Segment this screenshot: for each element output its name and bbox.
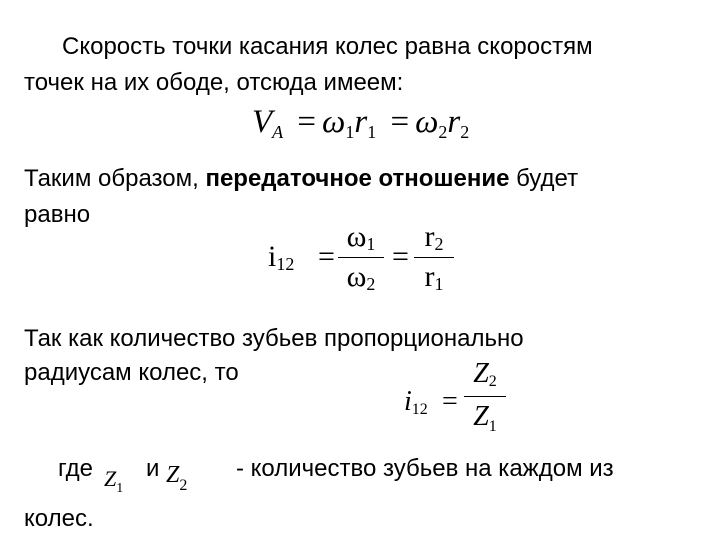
radius-fraction-numerator: r2 xyxy=(424,220,444,254)
omega-2-subscript: 2 xyxy=(438,122,448,142)
radius-fraction xyxy=(414,222,454,293)
paragraph-2-line-1 xyxy=(24,164,578,194)
omega-fraction-numerator: ω1 xyxy=(346,220,376,254)
paragraph-4-rest: - количество зубьев на каждом из xyxy=(236,455,614,482)
omega-fraction-bar xyxy=(338,257,384,258)
teeth-fraction-denominator: $Z_1$ xyxy=(473,401,497,435)
radius-fraction-denominator: r1 xyxy=(424,260,444,294)
radius-fraction-bar xyxy=(414,257,454,258)
z1-symbol: $Z_1$ xyxy=(104,466,124,496)
radius-2-subscript: 2 xyxy=(460,122,470,142)
teeth-fraction-numerator: Z2 xyxy=(473,358,497,390)
omega-1-subscript: 1 xyxy=(345,122,355,142)
velocity-subscript: A xyxy=(272,122,284,142)
z2-symbol: $Z_2$ xyxy=(166,462,188,494)
equals-sign-2: = xyxy=(390,104,410,140)
ratio-equals-2: = xyxy=(392,240,409,273)
ratio-subscript: 12 xyxy=(276,254,295,274)
teeth-ratio-symbol xyxy=(404,386,428,419)
gear-ratio-term: передаточное отношение xyxy=(205,165,510,192)
omega-2-symbol: ω xyxy=(415,104,439,140)
teeth-equals: = xyxy=(442,386,458,417)
equals-sign-1: = xyxy=(297,104,317,140)
paragraph-3-line-1: Так как количество зубьев пропорционально xyxy=(24,325,524,352)
radius-1-subscript: 1 xyxy=(367,122,377,142)
omega-fraction-denominator: ω2 xyxy=(346,260,376,294)
ratio-i: i xyxy=(268,240,277,273)
teeth-ratio-i: i xyxy=(404,386,412,417)
paragraph-3-line-2: радиусам колес, то xyxy=(24,359,239,386)
teeth-fraction xyxy=(464,360,506,435)
velocity-formula xyxy=(252,104,469,143)
paragraph-4-line-2: колес. xyxy=(24,505,94,532)
paragraph-2-line-2: равно xyxy=(24,201,91,228)
paragraph-2-prefix: Таким образом, xyxy=(24,165,206,192)
paragraph-2-suffix: будет xyxy=(509,165,579,192)
teeth-fraction-bar xyxy=(464,396,506,397)
ratio-equals-1: = xyxy=(318,240,335,273)
and-word: и xyxy=(146,455,160,482)
ratio-symbol xyxy=(268,240,294,275)
radius-1-symbol: r xyxy=(354,104,368,140)
where-word: где xyxy=(58,455,94,482)
velocity-symbol: V xyxy=(252,104,273,140)
radius-2-symbol: r xyxy=(447,104,461,140)
omega-fraction xyxy=(338,222,384,293)
omega-1-symbol: ω xyxy=(322,104,346,140)
teeth-ratio-subscript: 12 xyxy=(411,401,428,418)
paragraph-1-line-1: Скорость точки касания колес равна скоростям xyxy=(62,33,593,60)
paragraph-1-line-2: точек на их ободе, отсюда имеем: xyxy=(24,69,404,96)
